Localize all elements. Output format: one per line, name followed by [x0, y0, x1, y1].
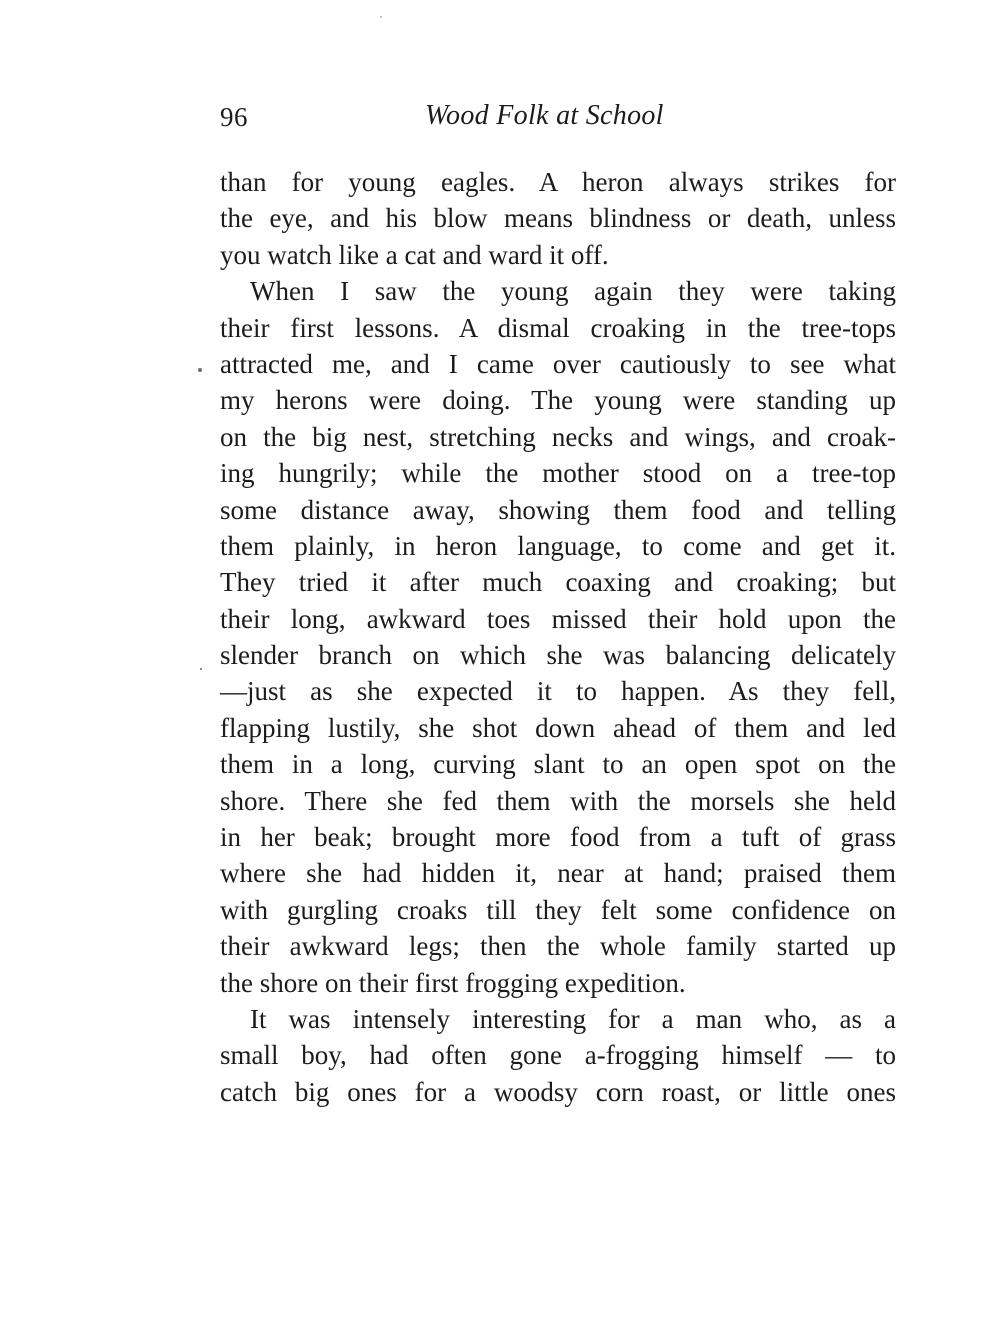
text-line: their awkward legs; then the whole family started up	[220, 931, 896, 962]
running-title: Wood Folk at School	[425, 100, 664, 131]
page-number: 96	[220, 102, 248, 132]
text-line: you watch like a cat and ward it off.	[220, 239, 609, 270]
text-line: shore. There she fed them with the morsels she held	[220, 785, 896, 816]
print-speck	[200, 668, 202, 670]
body-text	[220, 164, 896, 1110]
text-line: slender branch on which she was balancing delicately	[220, 640, 896, 671]
text-line: the shore on their first frogging expedition.	[220, 967, 686, 998]
text-line: some distance away, showing them food and telling	[220, 494, 896, 525]
text-line: catch big ones for a woodsy corn roast, or little ones	[220, 1076, 896, 1107]
text-line: their first lessons. A dismal croaking in the tree-tops	[220, 312, 896, 343]
text-line: them plainly, in heron language, to come and get it.	[220, 530, 896, 561]
text-line: They tried it after much coaxing and croaking; but	[220, 567, 896, 598]
text-line: them in a long, curving slant to an open spot on the	[220, 749, 896, 780]
text-line: the eye, and his blow means blindness or death, unless	[220, 203, 896, 234]
text-line: small boy, had often gone a-frogging himself — to	[220, 1040, 896, 1071]
print-speck	[198, 368, 202, 372]
text-line: in her beak; brought more food from a tuft of grass	[220, 822, 896, 853]
text-line: where she had hidden it, near at hand; praised them	[220, 858, 896, 889]
text-line: flapping lustily, she shot down ahead of them and led	[220, 712, 896, 743]
text-line: than for young eagles. A heron always strikes for	[220, 167, 896, 197]
text-line: with gurgling croaks till they felt some confidence on	[220, 894, 896, 925]
text-line: on the big nest, stretching necks and wings, and croak-	[220, 421, 896, 452]
print-speck	[380, 16, 382, 18]
text-line: ing hungrily; while the mother stood on a tree-top	[220, 458, 896, 489]
text-line: It was intensely interesting for a man who, as a	[250, 1003, 896, 1034]
text-line: their long, awkward toes missed their hold upon the	[220, 603, 896, 634]
text-line: —just as she expected it to happen. As they fell,	[220, 676, 896, 707]
text-line: attracted me, and I came over cautiously to see what	[220, 348, 896, 379]
text-line: my herons were doing. The young were standing up	[220, 385, 896, 416]
page-header	[220, 98, 896, 142]
text-line: When I saw the young again they were taking	[250, 276, 896, 307]
